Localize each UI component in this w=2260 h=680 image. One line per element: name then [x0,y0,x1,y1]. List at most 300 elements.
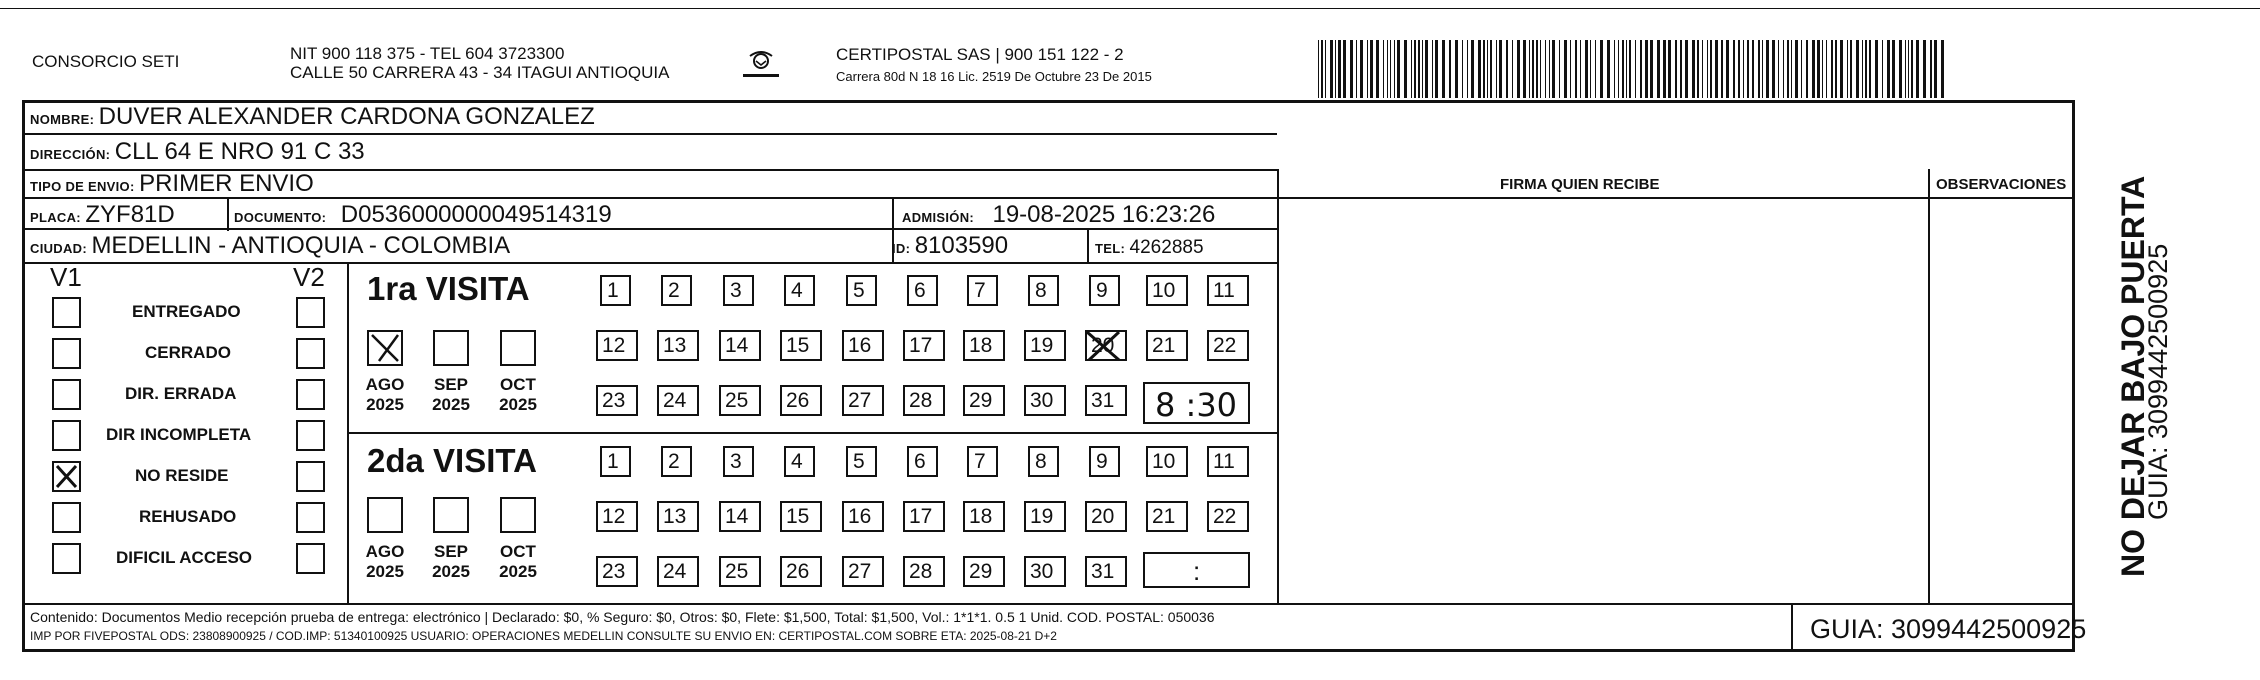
day-box[interactable] [1028,275,1059,306]
day-number: 13 [663,334,687,357]
certipostal-info: CERTIPOSTAL SAS | 900 151 122 - 2 [836,45,1124,64]
month-year: 2025 [366,562,404,581]
month-name: SEP [433,375,469,394]
month-checkbox[interactable] [433,497,469,533]
day-box[interactable] [719,385,761,416]
day-number: 9 [1096,450,1108,473]
day-number: 16 [848,334,872,357]
status-label: DIR INCOMPLETA [106,425,252,444]
day-box[interactable] [1207,330,1249,361]
barcode-bar [1483,40,1485,98]
day-number: 4 [791,450,803,473]
day-box[interactable] [596,385,638,416]
month-label [360,375,410,415]
day-box[interactable] [784,275,815,306]
footer-guia: GUIA: 3099442500925 [1810,614,2087,644]
barcode-bar [1559,40,1560,98]
day-number: 13 [663,505,687,528]
day-number: 3 [730,279,742,302]
barcode-bar [1702,40,1703,98]
barcode-bar [1916,40,1919,98]
barcode-bar [1425,40,1428,98]
barcode-bar [1697,40,1699,98]
v1-checkbox[interactable] [52,297,81,328]
barcode-bar [1650,40,1653,98]
day-box[interactable] [1085,556,1127,587]
v2-checkbox[interactable] [296,297,325,328]
day-number: 23 [602,560,626,583]
barcode-bar [1707,40,1708,98]
day-box[interactable] [903,501,945,532]
barcode-bar [1552,40,1555,98]
barcode-bar [1418,40,1420,98]
barcode-bar [1795,40,1798,98]
barcode-bar [1772,40,1775,98]
day-number: 19 [1030,334,1054,357]
barcode-bar [1715,40,1718,98]
barcode-bar [1496,40,1497,98]
day-box[interactable] [719,556,761,587]
day-box[interactable] [1146,501,1188,532]
day-box[interactable] [842,385,884,416]
month-name: OCT [500,542,536,561]
documento-label: DOCUMENTO: [234,210,327,225]
barcode-bar [1432,40,1433,98]
day-number: 5 [853,279,865,302]
barcode-bar [1607,40,1610,98]
barcode-bar [1747,40,1749,98]
tel-label: TEL: [1095,241,1126,256]
barcode-bar [1321,40,1323,98]
day-box[interactable] [723,446,754,477]
day-box[interactable] [963,501,1005,532]
nit-line: NIT 900 118 375 - TEL 604 3723300 [290,44,565,63]
barcode-bar [1850,40,1852,98]
month-checkbox[interactable] [367,497,403,533]
barcode-bar [1564,40,1567,98]
barcode-bar [1762,40,1763,98]
day-box[interactable] [967,446,998,477]
barcode-bar [1930,40,1932,98]
day-box[interactable] [1024,556,1066,587]
day-box[interactable] [1146,446,1188,477]
barcode-bar [1618,40,1619,98]
status-label: ENTREGADO [132,302,241,321]
day-number: 3 [730,450,742,473]
day-number: 10 [1152,450,1176,473]
barcode-bar [1778,40,1779,98]
barcode-bar [1549,40,1550,98]
day-number: 10 [1152,279,1176,302]
barcode-bar [1435,40,1438,98]
day-box[interactable] [1089,275,1120,306]
month-label [360,542,410,582]
barcode-bar [1831,40,1833,98]
direccion-label: DIRECCIÓN: [30,147,111,162]
month-label [493,375,543,415]
month-name: AGO [365,375,405,394]
v1-checkbox[interactable] [52,543,81,574]
tel-value: 4262885 [1129,237,1204,258]
day-number: 14 [725,334,749,357]
day-number: 24 [663,560,687,583]
barcode-bar [1585,40,1588,98]
day-number: 15 [786,334,810,357]
day-box[interactable] [596,501,638,532]
day-number: 5 [853,450,865,473]
v1-label: V1 [50,262,82,292]
day-number: 6 [914,450,926,473]
day-box[interactable] [600,275,631,306]
barcode-bar [1536,40,1538,98]
day-box[interactable] [903,330,945,361]
barcode-bar [1835,40,1837,98]
top-edge [0,8,2260,9]
placa-label: PLACA: [30,210,81,225]
nombre-value: DUVER ALEXANDER CARDONA GONZALEZ [98,103,595,130]
day-number: 26 [786,389,810,412]
barcode-bar [1862,40,1863,98]
barcode-bar [1752,40,1754,98]
day-box[interactable] [842,330,884,361]
day-box[interactable] [963,556,1005,587]
day-box[interactable] [657,501,699,532]
barcode-bar [1635,40,1636,98]
visit2-title: 2da VISITA [367,442,537,479]
barcode-bar [1614,40,1615,98]
day-box[interactable] [1207,275,1249,306]
barcode-bar [1675,40,1677,98]
day-number: 31 [1091,389,1115,412]
day-box[interactable] [1085,385,1127,416]
day-box[interactable] [657,556,699,587]
day-box[interactable] [719,330,761,361]
day-number: 18 [969,334,993,357]
barcode-bar [1721,40,1723,98]
day-box[interactable] [842,501,884,532]
v2-checkbox[interactable] [296,420,325,451]
day-box[interactable] [596,330,638,361]
ciudad-value: MEDELLIN - ANTIOQUIA - COLOMBIA [91,232,511,259]
day-box[interactable] [1207,446,1249,477]
v2-checkbox[interactable] [296,502,325,533]
month-name: SEP [433,542,469,561]
day-number: 7 [974,279,986,302]
barcode-bar [1806,40,1808,98]
nombre-label: NOMBRE: [30,112,95,127]
day-number: 11 [1213,279,1235,302]
day-box[interactable] [963,330,1005,361]
footer-print-info: IMP POR FIVEPOSTAL ODS: 23808900925 / COD.IMP: 51340100925 USUARIO: OPERACIONES MEDELLIN CONSULTE SU ENVIO EN: CERTIPOSTAL.COM SOBRE ETA: 2025-08-21 D+2 [30,629,1057,643]
barcode-bar [1397,40,1400,98]
barcode-bar [1506,40,1508,98]
barcode-bar [1899,40,1902,98]
day-box[interactable] [723,275,754,306]
day-box[interactable] [846,275,877,306]
day-box[interactable] [963,385,1005,416]
v1-checkbox[interactable] [52,461,81,492]
barcode-bar [1600,40,1603,98]
day-number: 29 [969,560,993,583]
v2-checkbox[interactable] [296,338,325,369]
barcode-bar [1540,40,1541,98]
day-number: 25 [725,389,749,412]
visit2-time: : [1193,556,1201,586]
day-box[interactable] [780,330,822,361]
barcode-bar [1934,40,1937,98]
id-field [892,232,1008,260]
barcode-bar [1911,40,1913,98]
day-box[interactable] [842,556,884,587]
day-number: 26 [786,560,810,583]
v2-label: V2 [293,262,325,292]
barcode-bar [1387,40,1388,98]
barcode-bar [1360,40,1363,98]
barcode-bar [1726,40,1729,98]
day-number: 2 [668,279,680,302]
day-box[interactable] [780,385,822,416]
address-line: CALLE 50 CARRERA 43 - 34 ITAGUI ANTIOQUIA [290,63,670,82]
day-box[interactable] [784,446,815,477]
day-number: 22 [1213,334,1237,357]
barcode-bar [1758,40,1760,98]
barcode-bar [1467,40,1468,98]
month-label [493,542,543,582]
barcode-bar [1330,40,1333,98]
barcode-bar [1847,40,1848,98]
barcode-bar [1529,40,1530,98]
barcode-bar [1422,40,1423,98]
v2-checkbox[interactable] [296,461,325,492]
certipostal-license: Carrera 80d N 18 16 Lic. 2519 De Octubre 23 De 2015 [836,69,1152,84]
barcode-bar [1738,40,1740,98]
barcode-bar [1367,40,1368,98]
id-value: 8103590 [914,232,1009,259]
day-box[interactable] [1085,330,1127,361]
day-number: 14 [725,505,749,528]
barcode-bar [1783,40,1784,98]
day-number: 17 [909,334,933,357]
month-label [426,375,476,415]
day-number: 2 [668,450,680,473]
barcode-bar [1376,40,1379,98]
visit1-time: 8 :30 [1155,386,1238,424]
barcode-bar [1478,40,1481,98]
barcode-bar [1923,40,1926,98]
barcode-bar [1622,40,1624,98]
barcode [1318,40,1948,98]
day-number: 23 [602,389,626,412]
barcode-bar [1743,40,1744,98]
barcode-bar [1882,40,1883,98]
barcode-bar [1442,40,1445,98]
day-box[interactable] [1146,330,1188,361]
month-year: 2025 [432,395,470,414]
barcode-bar [1449,40,1451,98]
month-checkbox[interactable] [367,330,403,366]
v2-checkbox[interactable] [296,543,325,574]
day-number: 20 [1091,334,1115,357]
barcode-bar [1356,40,1357,98]
barcode-bar [1575,40,1577,98]
barcode-bar [1462,40,1463,98]
barcode-bar [1570,40,1571,98]
ciudad-field [30,232,510,260]
day-number: 12 [602,334,626,357]
documento-field [234,201,612,229]
day-box[interactable] [907,275,938,306]
day-box[interactable] [657,330,699,361]
v1-checkbox[interactable] [52,502,81,533]
day-number: 21 [1152,505,1176,528]
day-number: 28 [909,560,933,583]
admision-field [902,201,1215,229]
day-box[interactable] [1024,330,1066,361]
day-box[interactable] [846,446,877,477]
day-number: 24 [663,389,687,412]
day-number: 28 [909,389,933,412]
company-name: CONSORCIO SETI [32,52,180,71]
barcode-bar [1590,40,1591,98]
day-box[interactable] [907,446,938,477]
barcode-bar [1856,40,1859,98]
id-label: ID: [892,241,911,256]
status-label: NO RESIDE [135,466,229,485]
day-number: 1 [607,450,619,473]
barcode-bar [1663,40,1666,98]
placa-field [30,201,175,229]
side-warning: NO DEJAR BAJO PUERTA [2115,175,2151,577]
day-box[interactable] [600,446,631,477]
day-box[interactable] [1146,275,1188,306]
barcode-bar [1905,40,1906,98]
barcode-bar [1817,40,1820,98]
day-box[interactable] [1024,501,1066,532]
day-box[interactable] [903,385,945,416]
visit1-title: 1ra VISITA [367,270,530,307]
day-number: 4 [791,279,803,302]
barcode-bar [1471,40,1474,98]
visit1-time-box[interactable] [1143,382,1250,424]
day-box[interactable] [661,275,692,306]
tipo-envio-label: TIPO DE ENVIO: [30,179,135,194]
barcode-bar [1629,40,1631,98]
month-name: AGO [365,542,405,561]
day-number: 12 [602,505,626,528]
barcode-bar [1512,40,1513,98]
barcode-bar [1865,40,1867,98]
barcode-bar [1545,40,1546,98]
barcode-bar [1325,40,1326,98]
day-number: 21 [1152,334,1176,357]
day-box[interactable] [780,501,822,532]
barcode-bar [1318,40,1319,98]
day-box[interactable] [1085,501,1127,532]
direccion-field [30,138,365,166]
day-number: 25 [725,560,749,583]
barcode-bar [1645,40,1648,98]
side-guia: GUIA: 3099442500925 [2143,243,2173,520]
v1-checkbox[interactable] [52,379,81,410]
barcode-bar [1791,40,1792,98]
day-number: 9 [1096,279,1108,302]
day-box[interactable] [1089,446,1120,477]
v2-checkbox[interactable] [296,379,325,410]
v1-checkbox[interactable] [52,338,81,369]
documento-value: D0536000000049514319 [340,201,612,228]
barcode-bar [1710,40,1712,98]
day-box[interactable] [780,556,822,587]
barcode-bar [1668,40,1671,98]
tipo-envio-field [30,170,314,198]
barcode-bar [1908,40,1909,98]
day-box[interactable] [1028,446,1059,477]
day-box[interactable] [657,385,699,416]
day-box[interactable] [967,275,998,306]
barcode-bar [1680,40,1682,98]
barcode-bar [1343,40,1346,98]
month-name: OCT [500,375,536,394]
barcode-bar [1383,40,1384,98]
day-number: 30 [1030,560,1054,583]
day-box[interactable] [596,556,638,587]
barcode-bar [1892,40,1895,98]
barcode-bar [1657,40,1660,98]
barcode-bar [1580,40,1581,98]
month-year: 2025 [366,395,404,414]
day-number: 20 [1091,505,1115,528]
observaciones-label: OBSERVACIONES [1936,176,2067,193]
admision-value: 19-08-2025 16:23:26 [992,201,1216,228]
firma-label: FIRMA QUIEN RECIBE [1500,176,1660,193]
barcode-bar [1414,40,1416,98]
day-number: 17 [909,505,933,528]
barcode-bar [1875,40,1878,98]
day-number: 19 [1030,505,1054,528]
month-checkbox[interactable] [500,330,536,366]
barcode-bar [1766,40,1769,98]
barcode-bar [1411,40,1412,98]
barcode-bar [1869,40,1871,98]
status-label: DIFICIL ACCESO [116,548,253,567]
direccion-value: CLL 64 E NRO 91 C 33 [114,138,365,165]
day-number: 8 [1035,279,1047,302]
visit2-time-box[interactable] [1143,552,1250,588]
day-box[interactable] [661,446,692,477]
day-box[interactable] [1207,501,1249,532]
barcode-bar [1394,40,1395,98]
day-number: 6 [914,279,926,302]
day-number: 1 [607,279,619,302]
barcode-bar [1941,40,1944,98]
day-box[interactable] [1024,385,1066,416]
month-checkbox[interactable] [500,497,536,533]
barcode-bar [1826,40,1827,98]
day-box[interactable] [719,501,761,532]
barcode-bar [1640,40,1642,98]
status-label: CERRADO [145,343,231,362]
barcode-bar [1887,40,1890,98]
month-checkbox[interactable] [433,330,469,366]
month-label [426,542,476,582]
month-year: 2025 [432,562,470,581]
v1-checkbox[interactable] [52,420,81,451]
day-number: 18 [969,505,993,528]
day-number: 7 [974,450,986,473]
barcode-bar [1626,40,1627,98]
nombre-field [30,103,595,131]
day-box[interactable] [903,556,945,587]
